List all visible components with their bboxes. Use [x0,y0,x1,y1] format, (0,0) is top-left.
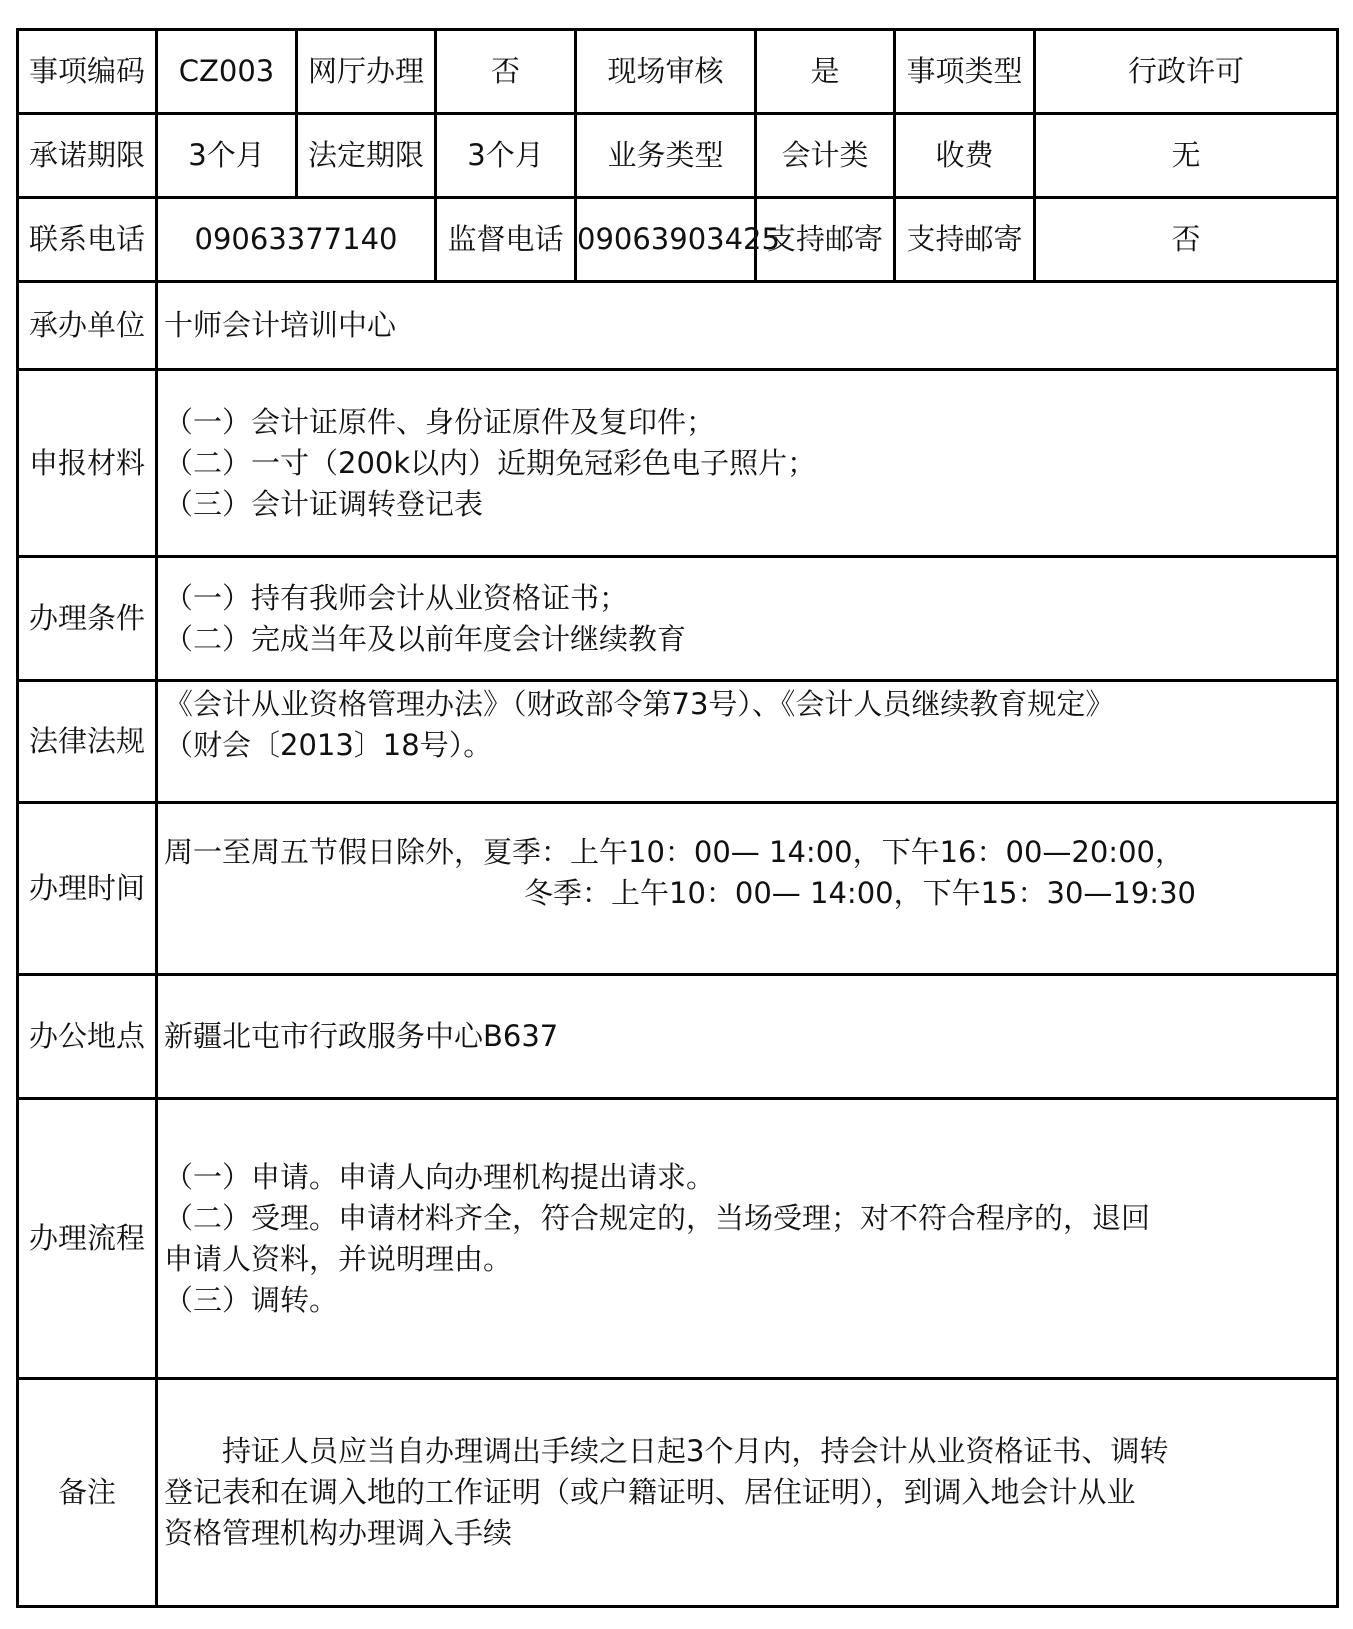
office-hours-label: 办理时间 [18,803,157,975]
office-hours-content [157,803,1338,975]
row-process [18,1099,1338,1379]
fee-label: 收费 [895,114,1035,198]
promised-deadline-value: 3个月 [157,114,297,198]
contact-phone-value: 09063377140 [157,198,436,282]
business-type-label: 业务类型 [576,114,756,198]
materials-line: （一）会计证原件、身份证原件及复印件； [164,404,716,439]
contact-phone-label: 联系电话 [18,198,157,282]
legal-deadline-value: 3个月 [436,114,576,198]
row-phone [18,198,1338,282]
office-location-label: 办公地点 [18,975,157,1099]
item-code-value: CZ003 [157,30,297,114]
materials-line: （三）会计证调转登记表 [164,486,484,521]
handling-unit-value: 十师会计培训中心 [157,282,1338,370]
office-hours-summer: 周一至周五节假日除外，夏季：上午10：00— 14:00，下午16：00—20:00， [164,835,1184,869]
supervision-phone-label: 监督电话 [436,198,576,282]
row-materials [18,370,1338,557]
notes-line: 资格管理机构办理调入手续 [164,1516,513,1550]
legal-deadline-label: 法定期限 [297,114,436,198]
conditions-label: 办理条件 [18,557,157,681]
conditions-content [157,557,1338,681]
conditions-line: （一）持有我师会计从业资格证书； [164,580,629,615]
materials-label: 申报材料 [18,370,157,557]
item-code-label: 事项编码 [18,30,157,114]
materials-content [157,370,1338,557]
onsite-review-value: 是 [756,30,895,114]
onsite-review-label: 现场审核 [576,30,756,114]
row-hours [18,803,1338,975]
row-conditions [18,557,1338,681]
online-handling-label: 网厅办理 [297,30,436,114]
mail-support-value: 否 [1035,198,1338,282]
conditions-line: （二）完成当年及以前年度会计继续教育 [164,621,687,656]
notes-line: 登记表和在调入地的工作证明（或户籍证明、居住证明），到调入地会计从业 [164,1475,1136,1509]
row-laws [18,681,1338,803]
row-unit [18,282,1338,370]
process-line: （二）受理。申请材料齐全，符合规定的，当场受理；对不符合程序的，退回 [164,1200,1151,1235]
process-line: 申请人资料，并说明理由。 [164,1241,513,1276]
supervision-phone-value: 09063903425 [576,198,756,282]
office-location-value: 新疆北屯市行政服务中心B637 [157,975,1338,1099]
laws-line: （财会〔2013〕18号）。 [164,728,493,762]
process-line: （三）调转。 [164,1282,339,1317]
handling-unit-label: 承办单位 [18,282,157,370]
service-item-table [16,28,1339,1608]
mail-support-label-2: 支持邮寄 [895,198,1035,282]
fee-value: 无 [1035,114,1338,198]
notes-line: 持证人员应当自办理调出手续之日起3个月内，持会计从业资格证书、调转 [222,1434,1169,1468]
mail-support-label: 支持邮寄 [756,198,895,282]
row-deadline [18,114,1338,198]
row-notes [18,1379,1338,1607]
online-handling-value: 否 [436,30,576,114]
business-type-value: 会计类 [756,114,895,198]
process-content [157,1099,1338,1379]
notes-label: 备注 [18,1379,157,1607]
item-type-label: 事项类型 [895,30,1035,114]
notes-content [157,1379,1338,1607]
laws-content [157,681,1338,803]
item-type-value: 行政许可 [1035,30,1338,114]
process-line: （一）申请。申请人向办理机构提出请求。 [164,1159,716,1194]
row-location [18,975,1338,1099]
laws-line: 《会计从业资格管理办法》（财政部令第73号）、《会计人员继续教育规定》 [164,687,1115,721]
laws-label: 法律法规 [18,681,157,803]
row-code [18,30,1338,114]
promised-deadline-label: 承诺期限 [18,114,157,198]
office-hours-winter: 冬季：上午10：00— 14:00，下午15：30—19:30 [524,876,1196,910]
materials-line: （二）一寸（200k以内）近期免冠彩色电子照片； [164,445,817,480]
process-label: 办理流程 [18,1099,157,1379]
